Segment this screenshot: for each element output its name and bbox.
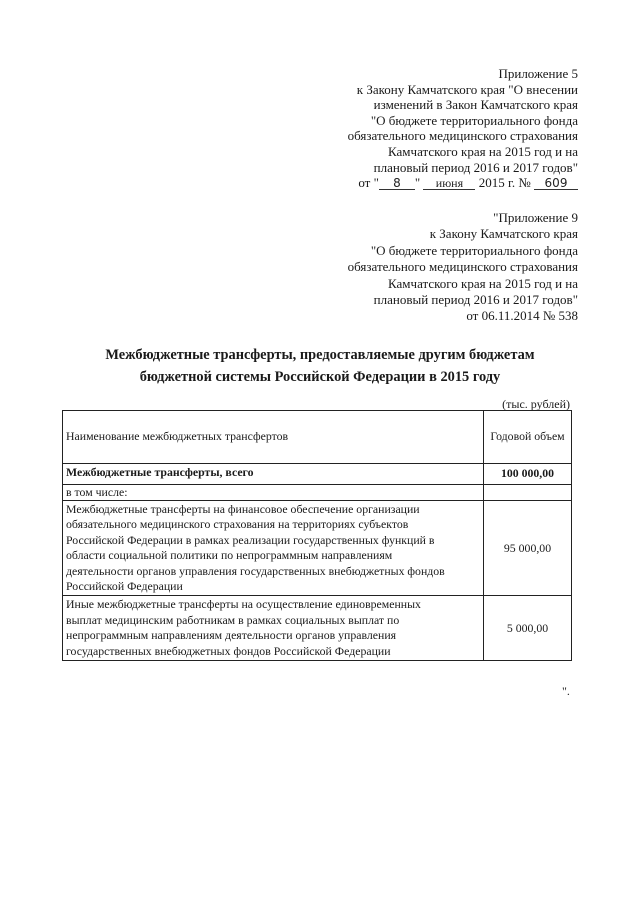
transfers-table xyxy=(62,410,572,661)
row-text-line: выплат медицинским работникам в рамках социальных выплат по xyxy=(66,612,400,627)
total-name-cell: Межбюджетные трансферты, всего xyxy=(63,464,484,485)
appendix-9-line: "Приложение 9 xyxy=(493,210,578,225)
appendix-5-line: "О бюджете территориального фонда xyxy=(370,112,578,128)
total-amount-cell: 100 000,00 xyxy=(484,464,572,485)
row-text-line: области социальной политики по непрограммным направлениям xyxy=(66,548,393,563)
row-text-line: Межбюджетные трансферты на финансовое обеспечение организации xyxy=(66,502,420,516)
appendix-9-line: Камчатского края на 2015 год и на xyxy=(388,275,578,291)
table-header-row xyxy=(63,411,572,464)
appendix-9-line: обязательного медицинского страхования xyxy=(347,259,578,275)
appendix-9-line: "О бюджете территориального фонда xyxy=(370,242,578,258)
row-amount-cell: 5 000,00 xyxy=(484,596,572,661)
row-name-cell xyxy=(63,596,484,661)
row-text-line: Российской Федерации xyxy=(66,579,183,594)
appendix-9-header xyxy=(258,210,578,325)
appendix-5-line: плановый период 2016 и 2017 годов" xyxy=(373,159,578,175)
title-line: бюджетной системы Российской Федерации в 2015 году xyxy=(139,369,501,385)
row-text-line: Российской Федерации в рамках реализации государственных функций в xyxy=(66,532,435,547)
unit-label: (тыс. рублей) xyxy=(502,397,570,411)
appendix-5-line: к Закону Камчатского края "О внесении xyxy=(356,81,578,97)
appendix-9-line: к Закону Камчатского края xyxy=(429,226,578,242)
date-quote: " xyxy=(414,175,421,191)
row-text-line: Иные межбюджетные трансферты на осуществление единовременных xyxy=(66,597,421,612)
row-text-line: непрограммным направлениям деятельности органов управления xyxy=(66,628,397,643)
document-title xyxy=(60,344,580,388)
row-amount-cell: 95 000,00 xyxy=(484,501,572,596)
row-text-line: деятельности органов управления государственных внебюджетных фондов xyxy=(66,563,445,578)
header-amount-cell: Годовой объем xyxy=(484,411,572,464)
row-text-line: обязательного медицинского страхования на территориях субъектов xyxy=(66,517,409,532)
table-total-row xyxy=(63,464,572,485)
including-cell: в том числе: xyxy=(63,485,484,501)
appendix-5-line: Приложение 5 xyxy=(498,66,578,81)
date-prefix: от " xyxy=(358,175,379,191)
table-including-row xyxy=(63,485,572,501)
header-name-cell: Наименование межбюджетных трансфертов xyxy=(63,411,484,464)
appendix-5-line: изменений в Закон Камчатского края xyxy=(373,97,578,113)
table-row xyxy=(63,596,572,661)
appendix-5-header xyxy=(278,66,578,191)
including-amount-cell xyxy=(484,485,572,501)
date-month-handwritten: июня xyxy=(423,177,475,190)
appendix-5-line: обязательного медицинского страхования xyxy=(347,128,578,144)
date-day-handwritten: 8 xyxy=(379,177,415,190)
row-name-cell xyxy=(63,501,484,596)
appendix-5-date-line xyxy=(278,175,578,191)
appendix-9-line: от 06.11.2014 № 538 xyxy=(466,308,578,324)
appendix-5-line: Камчатского края на 2015 год и на xyxy=(388,143,578,159)
date-year: 2015 г. № xyxy=(478,175,531,191)
closing-quote-mark: ". xyxy=(562,684,570,698)
row-text-line: государственных внебюджетных фондов Российской Федерации xyxy=(66,643,391,658)
date-number-handwritten: 609 xyxy=(534,177,578,190)
title-line: Межбюджетные трансферты, предоставляемые другим бюджетам xyxy=(105,347,535,363)
table-row xyxy=(63,501,572,596)
appendix-9-line: плановый период 2016 и 2017 годов" xyxy=(373,292,578,308)
